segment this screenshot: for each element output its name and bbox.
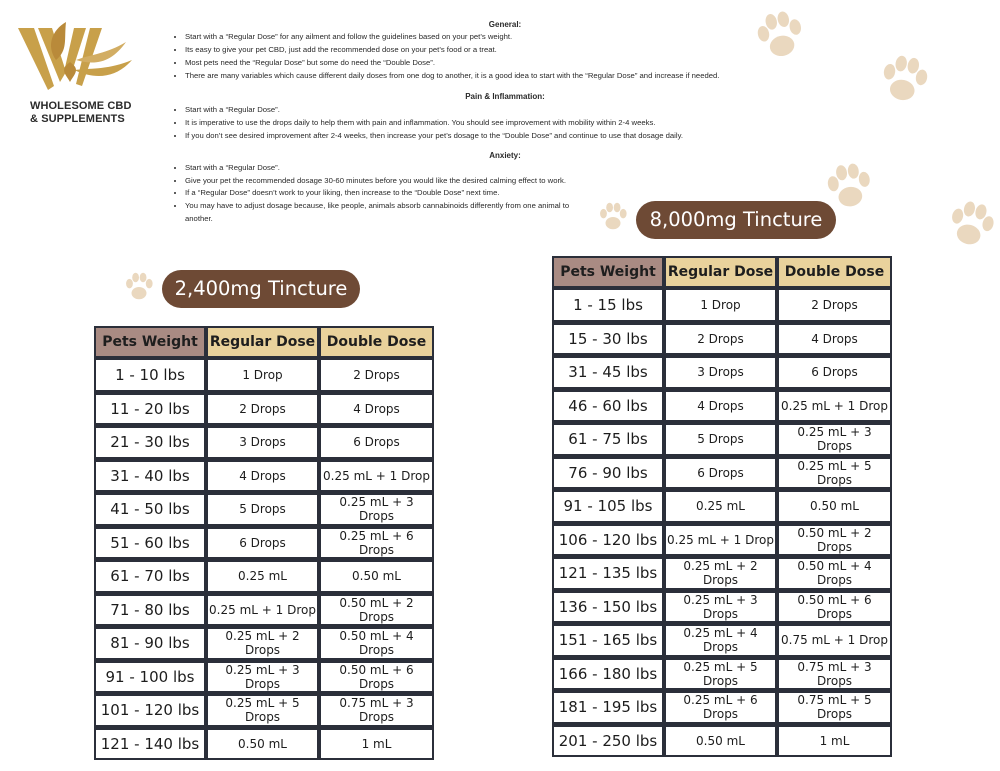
table-row (552, 456, 892, 490)
table-row (552, 489, 892, 523)
anxiety-item: • If a “Regular Dose” doesn’t work to your liking, then increase to the “Double Dose” next time. (185, 187, 585, 200)
weight-cell: 11 - 20 lbs (94, 392, 206, 426)
table-row (552, 590, 892, 624)
tincture-8000-title: 8,000mg Tincture (636, 201, 836, 239)
weight-cell: 15 - 30 lbs (552, 322, 664, 356)
general-item: • Most pets need the “Regular Dose” but some do need the “Double Dose”. (185, 57, 840, 70)
table-row (552, 523, 892, 557)
double-dose-cell: 4 Drops (777, 322, 892, 356)
regular-dose-cell: 0.25 mL + 2 Drops (206, 626, 319, 660)
weight-cell: 91 - 105 lbs (552, 489, 664, 523)
header-regular-dose: Regular Dose (206, 326, 319, 358)
table-row (552, 556, 892, 590)
regular-dose-cell: 5 Drops (206, 492, 319, 526)
anxiety-item: • Start with a “Regular Dose”. (185, 162, 585, 175)
table-row (94, 392, 434, 426)
regular-dose-cell: 3 Drops (664, 355, 777, 389)
pain-item: • Start with a “Regular Dose”. (185, 103, 840, 116)
dosage-table-2400mg (94, 326, 434, 760)
paw-print-icon (747, 3, 813, 69)
paw-print-icon (872, 48, 937, 113)
weight-cell: 76 - 90 lbs (552, 456, 664, 490)
table-row (94, 693, 434, 727)
regular-dose-cell: 1 Drop (664, 288, 777, 322)
regular-dose-cell: 2 Drops (206, 392, 319, 426)
regular-dose-cell: 1 Drop (206, 358, 319, 392)
table-row (94, 526, 434, 560)
general-item: • Its easy to give your pet CBD, just add the recommended dose on your pet’s food or a treat. (185, 44, 840, 57)
pain-item: • If you don’t see desired improvement after 2-4 weeks, then increase your pet’s dosage to the “Double Dose” and continue to use that dosage daily. (185, 129, 840, 142)
dosage-table-8000mg (552, 256, 892, 757)
regular-dose-cell: 4 Drops (206, 459, 319, 493)
pain-item: • It is imperative to use the drops daily to help them with pain and inflammation. You should see improvement with mobility within 2-4 weeks. (185, 116, 840, 129)
leaf-w-logo-icon (16, 20, 136, 100)
weight-cell: 31 - 40 lbs (94, 459, 206, 493)
regular-dose-cell: 2 Drops (664, 322, 777, 356)
weight-cell: 61 - 75 lbs (552, 422, 664, 456)
regular-dose-cell: 0.25 mL + 3 Drops (206, 660, 319, 694)
weight-cell: 46 - 60 lbs (552, 389, 664, 423)
tincture-2400-title: 2,400mg Tincture (162, 270, 360, 308)
table-row (94, 459, 434, 493)
general-item: • There are many variables which cause different daily doses from one dog to another, it is a good idea to start with the “Regular Dose” and increase if needed. (185, 70, 840, 83)
regular-dose-cell: 0.25 mL (206, 559, 319, 593)
double-dose-cell: 0.25 mL + 1 Drop (777, 389, 892, 423)
regular-dose-cell: 5 Drops (664, 422, 777, 456)
regular-dose-cell: 0.25 mL (664, 489, 777, 523)
weight-cell: 201 - 250 lbs (552, 724, 664, 758)
brand-name-line2: & SUPPLEMENTS (30, 113, 125, 125)
header-double-dose: Double Dose (319, 326, 434, 358)
double-dose-cell: 1 mL (777, 724, 892, 758)
weight-cell: 121 - 135 lbs (552, 556, 664, 590)
regular-dose-cell: 0.25 mL + 3 Drops (664, 590, 777, 624)
double-dose-cell: 0.50 mL + 6 Drops (777, 590, 892, 624)
double-dose-cell: 0.75 mL + 1 Drop (777, 623, 892, 657)
regular-dose-cell: 0.25 mL + 6 Drops (664, 690, 777, 724)
anxiety-item: • Give your pet the recommended dosage 30-60 minutes before you would like the desired calming effect to work. (185, 175, 585, 188)
general-item: • Start with a “Regular Dose” for any ailment and follow the guidelines based on your pet’s weight. (185, 31, 840, 44)
weight-cell: 1 - 10 lbs (94, 358, 206, 392)
weight-cell: 91 - 100 lbs (94, 660, 206, 694)
double-dose-cell: 0.25 mL + 3 Drops (777, 422, 892, 456)
double-dose-cell: 0.50 mL + 4 Drops (777, 556, 892, 590)
double-dose-cell: 1 mL (319, 727, 434, 761)
table-row (94, 626, 434, 660)
weight-cell: 21 - 30 lbs (94, 425, 206, 459)
table-row (552, 288, 892, 322)
weight-cell: 166 - 180 lbs (552, 657, 664, 691)
weight-cell: 1 - 15 lbs (552, 288, 664, 322)
double-dose-cell: 0.50 mL + 2 Drops (777, 523, 892, 557)
brand-name-line1: WHOLESOME CBD (30, 100, 132, 112)
general-list (170, 31, 840, 83)
regular-dose-cell: 0.50 mL (664, 724, 777, 758)
table-header-row (552, 256, 892, 288)
weight-cell: 121 - 140 lbs (94, 727, 206, 761)
double-dose-cell: 2 Drops (319, 358, 434, 392)
table-row (94, 492, 434, 526)
weight-cell: 101 - 120 lbs (94, 693, 206, 727)
table-header-row (94, 326, 434, 358)
weight-cell: 106 - 120 lbs (552, 523, 664, 557)
regular-dose-cell: 6 Drops (664, 456, 777, 490)
weight-cell: 71 - 80 lbs (94, 593, 206, 627)
double-dose-cell: 0.50 mL + 6 Drops (319, 660, 434, 694)
header-double-dose: Double Dose (777, 256, 892, 288)
general-heading: General: (488, 20, 522, 29)
paw-print-icon (122, 270, 156, 304)
double-dose-cell: 0.50 mL + 4 Drops (319, 626, 434, 660)
weight-cell: 181 - 195 lbs (552, 690, 664, 724)
header-pets-weight: Pets Weight (552, 256, 664, 288)
weight-cell: 151 - 165 lbs (552, 623, 664, 657)
table-row (552, 623, 892, 657)
pain-list (170, 103, 840, 142)
double-dose-cell: 6 Drops (777, 355, 892, 389)
regular-dose-cell: 0.25 mL + 2 Drops (664, 556, 777, 590)
double-dose-cell: 2 Drops (777, 288, 892, 322)
double-dose-cell: 6 Drops (319, 425, 434, 459)
anxiety-list (170, 162, 585, 227)
double-dose-cell: 0.75 mL + 3 Drops (319, 693, 434, 727)
header-pets-weight: Pets Weight (94, 326, 206, 358)
anxiety-item: • You may have to adjust dosage because, like people, animals absorb cannabinoids differently from one animal to another. (185, 200, 585, 226)
weight-cell: 41 - 50 lbs (94, 492, 206, 526)
weight-cell: 61 - 70 lbs (94, 559, 206, 593)
weight-cell: 51 - 60 lbs (94, 526, 206, 560)
regular-dose-cell: 0.25 mL + 5 Drops (664, 657, 777, 691)
regular-dose-cell: 0.25 mL + 1 Drop (206, 593, 319, 627)
regular-dose-cell: 4 Drops (664, 389, 777, 423)
paw-print-icon (938, 192, 1000, 257)
paw-print-icon (596, 200, 630, 234)
double-dose-cell: 0.50 mL (777, 489, 892, 523)
brand-logo (14, 20, 154, 126)
table-row (94, 559, 434, 593)
double-dose-cell: 0.50 mL (319, 559, 434, 593)
table-row (552, 389, 892, 423)
regular-dose-cell: 0.50 mL (206, 727, 319, 761)
table-row (94, 727, 434, 761)
double-dose-cell: 0.25 mL + 1 Drop (319, 459, 434, 493)
table-row (552, 657, 892, 691)
regular-dose-cell: 0.25 mL + 5 Drops (206, 693, 319, 727)
regular-dose-cell: 3 Drops (206, 425, 319, 459)
regular-dose-cell: 6 Drops (206, 526, 319, 560)
pain-heading: Pain & Inflammation: (465, 91, 545, 101)
table-row (94, 425, 434, 459)
regular-dose-cell: 0.25 mL + 1 Drop (664, 523, 777, 557)
double-dose-cell: 0.25 mL + 6 Drops (319, 526, 434, 560)
table-row (94, 358, 434, 392)
weight-cell: 31 - 45 lbs (552, 355, 664, 389)
header-regular-dose: Regular Dose (664, 256, 777, 288)
table-row (552, 724, 892, 758)
double-dose-cell: 4 Drops (319, 392, 434, 426)
double-dose-cell: 0.75 mL + 5 Drops (777, 690, 892, 724)
table-row (552, 690, 892, 724)
double-dose-cell: 0.75 mL + 3 Drops (777, 657, 892, 691)
regular-dose-cell: 0.25 mL + 4 Drops (664, 623, 777, 657)
table-row (552, 355, 892, 389)
weight-cell: 136 - 150 lbs (552, 590, 664, 624)
table-row (552, 422, 892, 456)
double-dose-cell: 0.25 mL + 5 Drops (777, 456, 892, 490)
table-row (94, 593, 434, 627)
weight-cell: 81 - 90 lbs (94, 626, 206, 660)
anxiety-heading: Anxiety: (489, 150, 521, 160)
table-row (552, 322, 892, 356)
double-dose-cell: 0.25 mL + 3 Drops (319, 492, 434, 526)
double-dose-cell: 0.50 mL + 2 Drops (319, 593, 434, 627)
table-row (94, 660, 434, 694)
